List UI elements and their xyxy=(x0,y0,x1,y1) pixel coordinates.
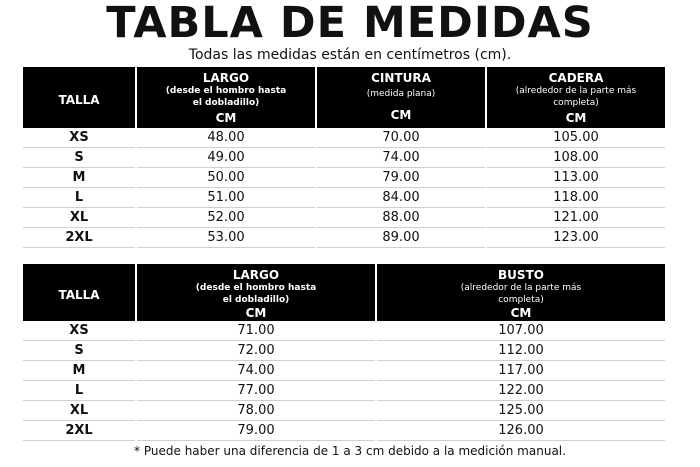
size-table-bottoms xyxy=(23,67,665,248)
waist-cell: 89.00 xyxy=(316,228,486,248)
bust-cell: 125.00 xyxy=(376,401,665,421)
size-cell: S xyxy=(23,341,136,361)
table-row xyxy=(23,381,665,401)
size-cell: XL xyxy=(23,401,136,421)
hip-cell: 108.00 xyxy=(486,148,665,168)
size-cell: 2XL xyxy=(23,421,136,441)
length-cell: 77.00 xyxy=(136,381,376,401)
table-row xyxy=(23,401,665,421)
size-cell: 2XL xyxy=(23,228,136,248)
table-row xyxy=(23,421,665,441)
bust-cell: 107.00 xyxy=(376,321,665,341)
waist-cell: 79.00 xyxy=(316,168,486,188)
length-cell: 48.00 xyxy=(136,128,316,148)
length-cell: 53.00 xyxy=(136,228,316,248)
length-cell: 50.00 xyxy=(136,168,316,188)
size-cell: S xyxy=(23,148,136,168)
size-cell: L xyxy=(23,188,136,208)
hip-cell: 113.00 xyxy=(486,168,665,188)
size-cell: XS xyxy=(23,128,136,148)
hip-cell: 105.00 xyxy=(486,128,665,148)
size-cell: L xyxy=(23,381,136,401)
bust-cell: 117.00 xyxy=(376,361,665,381)
table-row xyxy=(23,168,665,188)
bust-cell: 122.00 xyxy=(376,381,665,401)
size-cell: XL xyxy=(23,208,136,228)
header-waist: CINTURA (medida plana) CM xyxy=(316,67,486,128)
page-subtitle: Todas las medidas están en centímetros (cm). xyxy=(188,47,512,63)
waist-cell: 70.00 xyxy=(316,128,486,148)
length-cell: 49.00 xyxy=(136,148,316,168)
hip-cell: 121.00 xyxy=(486,208,665,228)
size-cell: XS xyxy=(23,321,136,341)
table-row xyxy=(23,128,665,148)
header-size: TALLA xyxy=(23,264,136,321)
length-cell: 72.00 xyxy=(136,341,376,361)
header-bust: BUSTO (alrededor de la parte más completa) CM xyxy=(376,264,665,321)
length-cell: 51.00 xyxy=(136,188,316,208)
length-cell: 74.00 xyxy=(136,361,376,381)
page-title: TABLA DE MEDIDAS xyxy=(106,0,594,48)
header-length: LARGO (desde el hombro hasta el dobladillo) CM xyxy=(136,264,376,321)
bust-cell: 112.00 xyxy=(376,341,665,361)
length-cell: 71.00 xyxy=(136,321,376,341)
table-row xyxy=(23,341,665,361)
hip-cell: 123.00 xyxy=(486,228,665,248)
waist-cell: 88.00 xyxy=(316,208,486,228)
length-cell: 52.00 xyxy=(136,208,316,228)
footnote: * Puede haber una diferencia de 1 a 3 cm debido a la medición manual. xyxy=(134,444,566,458)
waist-cell: 84.00 xyxy=(316,188,486,208)
hip-cell: 118.00 xyxy=(486,188,665,208)
length-cell: 78.00 xyxy=(136,401,376,421)
header-hip: CADERA (alrededor de la parte más completa) CM xyxy=(486,67,665,128)
table-row xyxy=(23,321,665,341)
header-length: LARGO (desde el hombro hasta el dobladillo) CM xyxy=(136,67,316,128)
header-size: TALLA xyxy=(23,67,136,128)
bust-cell: 126.00 xyxy=(376,421,665,441)
waist-cell: 74.00 xyxy=(316,148,486,168)
table-row xyxy=(23,208,665,228)
table-row xyxy=(23,228,665,248)
table-row xyxy=(23,361,665,381)
size-cell: M xyxy=(23,361,136,381)
table-row xyxy=(23,148,665,168)
table-row xyxy=(23,188,665,208)
size-table-tops xyxy=(23,264,665,441)
length-cell: 79.00 xyxy=(136,421,376,441)
size-cell: M xyxy=(23,168,136,188)
